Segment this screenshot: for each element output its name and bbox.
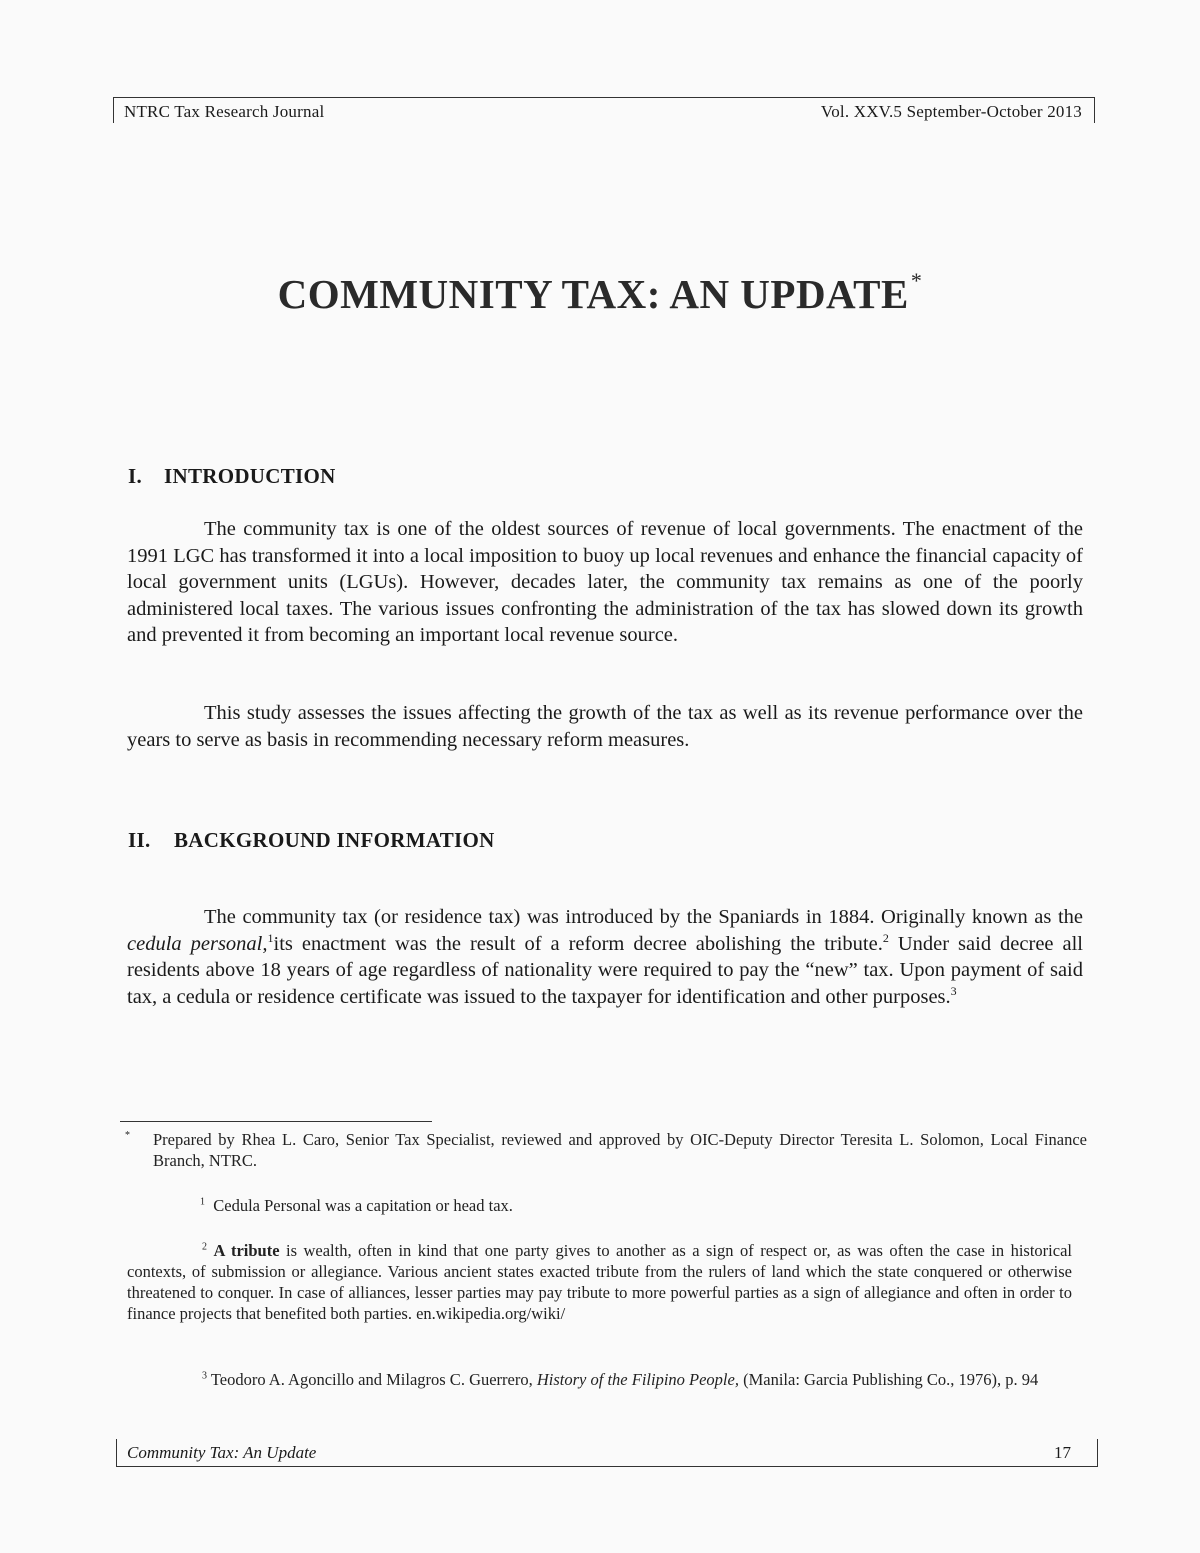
footnote-mark: 3 [202,1370,207,1382]
section-number: I. [128,464,143,488]
page-title: COMMUNITY TAX: AN UPDATE* [277,268,923,317]
footnote-separator [120,1121,432,1122]
section-title: INTRODUCTION [164,464,336,488]
paragraph: This study assesses the issues affecting the growth of the tax as well as its revenue performance over the years to serve as basis in recommending necessary reform measures. [127,702,1083,751]
page-number: 17 [1054,1442,1071,1462]
footnote-3: $^3$ Teodoro A. Agoncillo and Milagros C. Guerrero, History of the Filipino People, (Manila: Garcia Publishing Co., 1976), p. 94 [202,1370,1039,1389]
footnote-mark: 1 [200,1196,205,1208]
footer-title: Community Tax: An Update [127,1442,317,1462]
paragraph: The community tax (or residence tax) was introduced by the Spaniards in 1884. Originally known as the cedula personal,$^1$its enactment was the result of a reform decree abolishing the tribute.$^2$ Under said decree all residents above 18 years of age regardless of nationality were required to pay the “new” tax. Upon payment of said tax, a cedula or residence certificate was issued to the taxpayer for identification and other purposes.$^3$ [127,906,1083,1008]
italic-term: cedula personal, [127,932,268,955]
book-title: History of the Filipino People, [536,1370,739,1389]
footnote-2 [127,1240,1072,1324]
running-footer [116,1439,1098,1467]
journal-name: NTRC Tax Research Journal [124,101,325,121]
section-heading-background [128,828,495,853]
section-title: BACKGROUND INFORMATION [174,828,495,852]
footnote-text: Prepared by Rhea L. Caro, Senior Tax Specialist, reviewed and approved by OIC-Deputy Director Teresita L. Solomon, Local Finance Branch, NTRC. [153,1130,1087,1170]
footnote-1 [200,1195,1000,1216]
footnote-star [127,1129,1087,1171]
volume-info: Vol. XXV.5 September-October 2013 [820,101,1082,121]
footnote-mark: 2 [202,1241,207,1253]
footnote-text: Cedula Personal was a capitation or head tax. [213,1196,513,1215]
footnote-text: is wealth, often in kind that one party gives to another as a sign of respect or, as was often the case in historical contexts, of submission or allegiance. Various ancient states exacted tribute from the rulers of land which the state conquered or otherwise threatened to conquer. In case of alliances, lesser parties may pay tribute to more powerful parties as a sign of allegiance and often in order to finance projects that benefited both parties. en.wikipedia.org/wiki/ [127,1241,1072,1323]
footnote-ref-3[interactable]: 3 [950,983,957,998]
footnote-mark: * [125,1130,130,1141]
section-number: II. [128,828,151,852]
section-heading-introduction [128,464,336,489]
paragraph: The community tax is one of the oldest sources of revenue of local governments. The enactment of the 1991 LGC has transformed it into a local imposition to buoy up local revenues and enhance the financial capacity of local government units (LGUs). However, decades later, the community tax remains as one of the poorly administered local taxes. The various issues confronting the administration of the tax has slowed down its growth and prevented it from becoming an important local revenue source. [127,518,1083,646]
footnote-bold-term: A tribute [213,1241,280,1260]
footnote-ref-1[interactable]: 1 [267,930,274,945]
title-footnote-mark: * [910,268,923,293]
footnote-ref-2[interactable]: 2 [882,930,889,945]
running-header [113,97,1095,123]
